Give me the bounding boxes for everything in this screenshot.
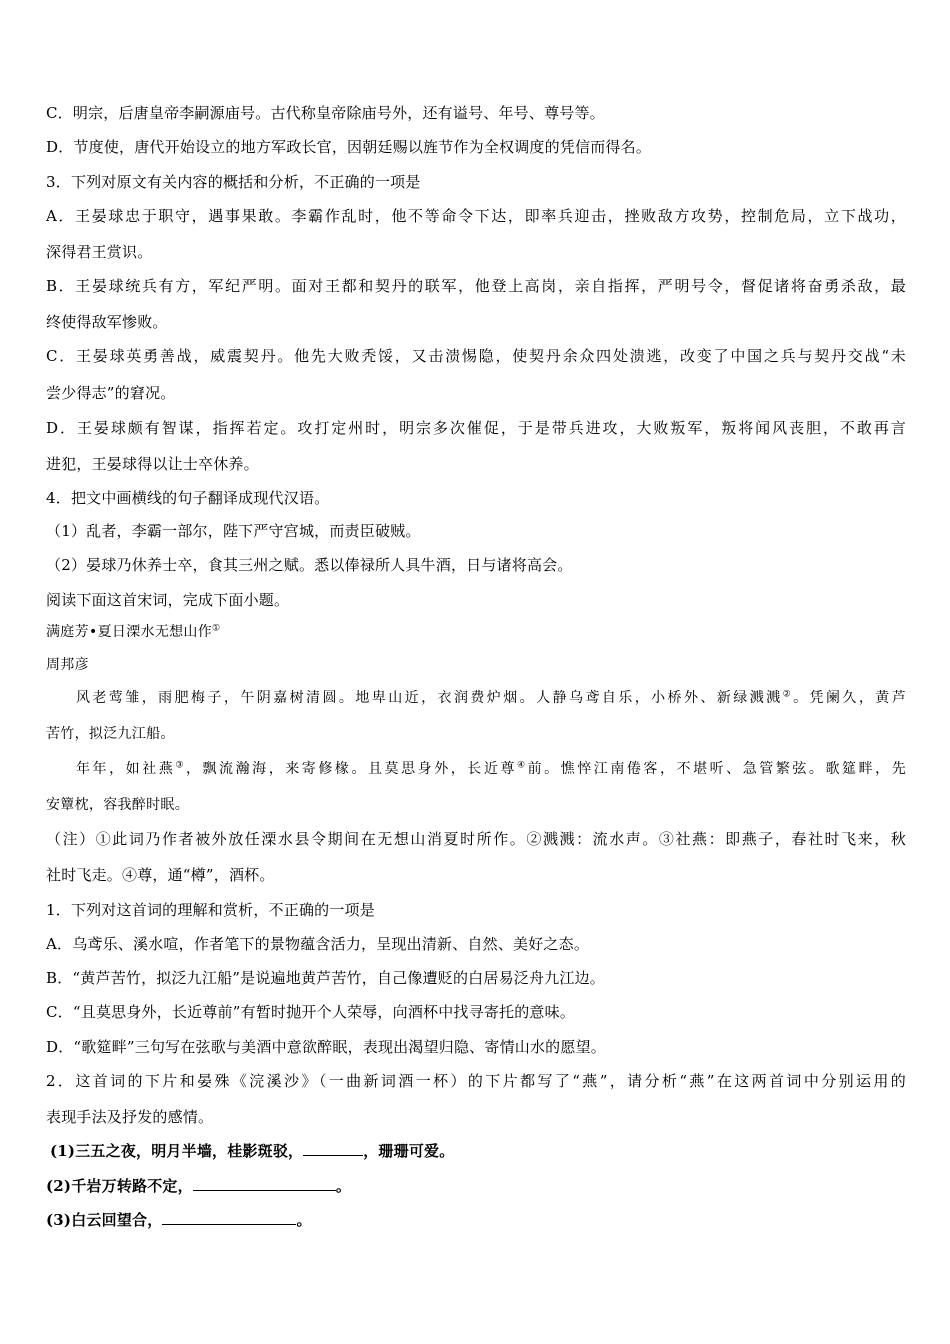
answer-blank-3[interactable] [162,1210,296,1225]
q3-option-b-line2: 终使得敌军惨败。 [46,313,168,331]
poem-author: 周邦彦 [46,657,89,673]
poem-question-1-stem: 1．下列对这首词的理解和赏析，不正确的一项是 [46,901,375,919]
footnote-mark-1: ① [212,623,221,634]
fill-blank-1-prefix: (1)三五之夜，明月半墙，桂影斑驳， [50,1142,304,1160]
poem-text: 风老莺雏，雨肥梅子，午阴嘉树清圆。地卑山近，衣润费炉烟。人静乌鸢自乐，小桥外、新绿溅溅 [76,690,783,706]
fill-blank-2-suffix: 。 [335,1177,352,1195]
poem-text: 。凭阑久，黄芦 [793,690,907,706]
notes-line1: （注）①此词乃作者被外放任溧水县令期间在无想山消夏时所作。②溅溅：流水声。③社燕：即燕子，春社时飞来，秋 [46,830,906,848]
poem-text: ，飘流瀚海，来寄修椽。且莫思身外，长近尊 [185,761,517,777]
answer-blank-2[interactable] [193,1176,336,1191]
fill-blank-2-prefix: (2)千岩万转路不定， [46,1177,193,1195]
q3-option-c-line2: 尝少得志”的窘况。 [46,384,176,402]
footnote-mark-2: ② [782,689,794,700]
fill-blank-1 [50,1141,910,1161]
option-d-line: D．节度使，唐代开始设立的地方军政长官，因朝廷赐以旌节作为全权调度的凭信而得名。 [46,138,652,156]
poem-text: 前。憔悴江南倦客，不堪听、急管繁弦。歌筵畔，先 [527,761,906,777]
q3-option-b-line1: B．王晏球统兵有方，军纪严明。面对王都和契丹的联军，他登上高岗，亲自指挥，严明号令，督促诸将奋勇杀敌，最 [46,277,906,295]
pq1-option-d: D．“歌筵畔”三句写在弦歌与美酒中意欲醉眠，表现出渴望归隐、寄情山水的愿望。 [46,1038,606,1056]
question-3-stem: 3．下列对原文有关内容的概括和分析，不正确的一项是 [46,173,421,191]
poem-stanza-1-line2: 苦竹，拟泛九江船。 [46,726,175,742]
reading-instruction: 阅读下面这首宋词，完成下面小题。 [46,591,290,609]
fill-blank-1-suffix: ，珊珊可爱。 [363,1142,455,1160]
poem-text: 年年，如社燕 [76,761,176,777]
notes-line2: 社时飞走。④尊，通“樽”，酒杯。 [46,866,275,884]
poem-stanza-1-line1 [76,688,906,708]
pq1-option-b: B．“黄芦苦竹，拟泛九江船”是说遍地黄芦苦竹，自己像遭贬的白居易泛舟九江边。 [46,969,605,987]
poem-question-2-line1: 2．这首词的下片和晏殊《浣溪沙》（一曲新词酒一杯）的下片都写了“燕”，请分析“燕”在这两首词中分别运用的 [46,1072,906,1090]
q4-item-1: （1）乱者，李霸一部尔，陛下严守宫城，而责臣破贼。 [46,522,421,540]
pq1-option-a: A．乌鸢乐、溪水喧，作者笔下的景物蕴含活力，呈现出清新、自然、美好之态。 [46,935,590,953]
q3-option-c-line1: C．王晏球英勇善战，威震契丹。他先大败秃馁，又击溃惕隐，使契丹余众四处溃逃，改变了中国之兵与契丹交战“未 [46,347,906,365]
q3-option-a-line2: 深得君王赏识。 [46,243,153,261]
poem-question-2-line2: 表现手法及抒发的感情。 [46,1108,214,1126]
poem-title-text: 满庭芳•夏日溧水无想山作 [46,624,213,640]
poem-stanza-2-line2: 安簟枕，容我醉时眠。 [46,797,189,813]
answer-blank-1[interactable] [303,1141,363,1156]
q3-option-d-line2: 进犯，王晏球得以让士卒休养。 [46,455,259,473]
poem-stanza-2-line1 [76,759,906,779]
fill-blank-3-prefix: (3)白云回望合， [46,1211,163,1229]
option-c-line: C．明宗，后唐皇帝李嗣源庙号。古代称皇帝除庙号外，还有谥号、年号、尊号等。 [46,104,605,122]
footnote-mark-4: ④ [516,760,528,771]
poem-title [46,622,906,642]
fill-blank-3 [46,1210,906,1230]
q3-option-d-line1: D．王晏球颇有智谋，指挥若定。攻打定州时，明宗多次催促，于是带兵进攻，大败叛军，叛将闻风丧胆，不敢再言 [46,419,906,437]
fill-blank-3-suffix: 。 [296,1211,312,1229]
question-4-stem: 4．把文中画横线的句子翻译成现代汉语。 [46,489,330,507]
fill-blank-2 [46,1176,906,1196]
footnote-mark-3: ③ [175,760,186,771]
q3-option-a-line1: A．王晏球忠于职守，遇事果敢。李霸作乱时，他不等命令下达，即率兵迎击，挫败敌方攻势，控制危局，立下战功， [46,207,906,225]
pq1-option-c: C．“且莫思身外，长近尊前”有暂时抛开个人荣辱，向酒杯中找寻寄托的意味。 [46,1003,576,1021]
q4-item-2: （2）晏球乃休养士卒，食其三州之赋。悉以俸禄所人具牛酒，日与诸将高会。 [46,556,573,574]
